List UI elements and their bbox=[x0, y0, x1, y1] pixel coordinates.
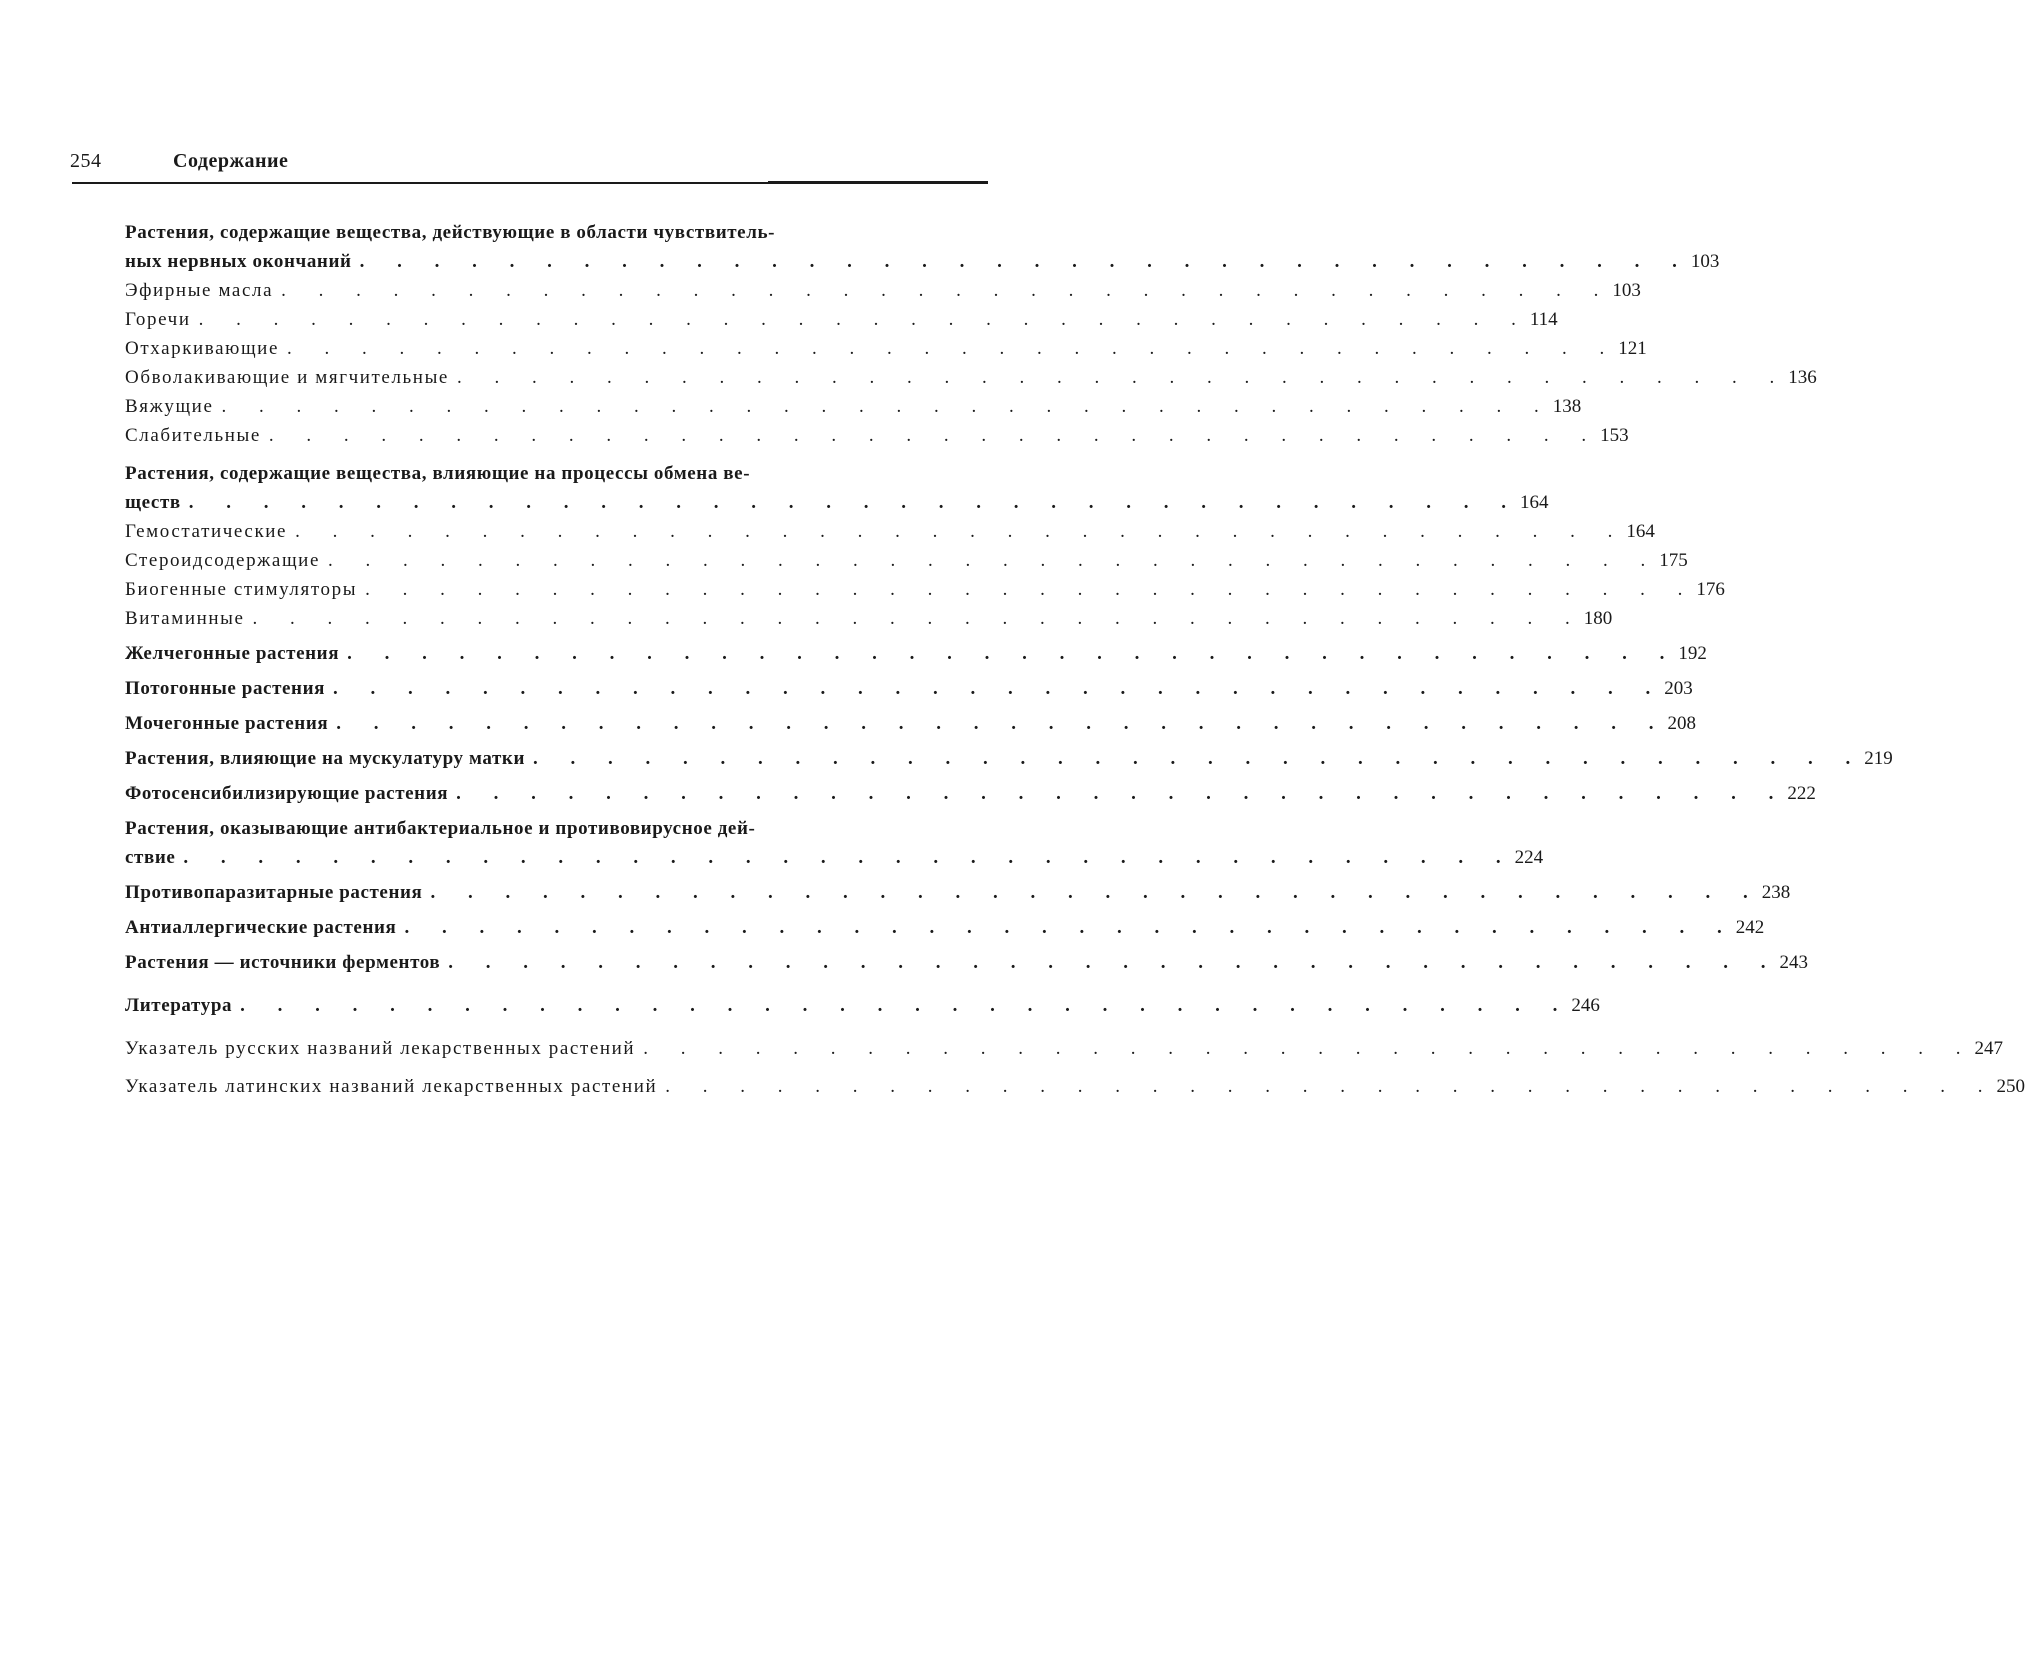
toc-entry-page: 164 bbox=[1626, 521, 1655, 542]
dot-leader: . . . . . . . . . . . . . . . . . . . . . . . . . . . . . . . . . . . . bbox=[240, 995, 1572, 1016]
toc-entry[interactable] bbox=[125, 305, 1558, 334]
toc-entry-title: Желчегонные растения bbox=[125, 643, 340, 664]
toc-entry-title: Антиаллергические растения bbox=[125, 917, 397, 938]
toc-entry-page: 175 bbox=[1659, 550, 1688, 571]
dot-leader: . . . . . . . . . . . . . . . . . . . . . . . . . . . . . . . . . . . . bbox=[347, 643, 1679, 664]
toc-entry[interactable] bbox=[125, 991, 1600, 1020]
dot-leader: . . . . . . . . . . . . . . . . . . . . . . . . . . . . . . . . . . . . bbox=[456, 783, 1788, 804]
toc-entry-title: Эфирные масла bbox=[125, 280, 274, 301]
toc-entry[interactable] bbox=[125, 604, 1613, 633]
toc-entry-title: Гемостатические bbox=[125, 521, 288, 542]
toc-entry-title: Указатель латинских названий лекарственных растений bbox=[125, 1076, 658, 1097]
toc-entry-title: Стероидсодержащие bbox=[125, 550, 320, 571]
toc-entry-page: 224 bbox=[1514, 847, 1544, 868]
toc-entry[interactable] bbox=[125, 1034, 2003, 1063]
toc-entry[interactable] bbox=[125, 517, 1655, 546]
toc-entry[interactable] bbox=[125, 878, 1791, 907]
toc-entry-title: Биогенные стимуляторы bbox=[125, 579, 358, 600]
toc-entry-page: 114 bbox=[1529, 309, 1558, 330]
toc-entry[interactable] bbox=[125, 459, 1549, 517]
toc-entry-page: 138 bbox=[1552, 396, 1582, 417]
toc-entry-page: 164 bbox=[1519, 492, 1549, 513]
toc-entry-page: 208 bbox=[1667, 713, 1696, 734]
toc-entry[interactable] bbox=[125, 814, 1544, 872]
toc-entry[interactable] bbox=[125, 709, 1696, 738]
dot-leader: . . . . . . . . . . . . . . . . . . . . . . . . . . . . . . . . . . . . bbox=[456, 367, 1789, 388]
toc-entry-title: Слабительные bbox=[125, 425, 261, 446]
toc-entry-title: Указатель русских названий лекарственных растений bbox=[125, 1038, 636, 1059]
table-of-contents bbox=[125, 218, 2025, 1101]
dot-leader: . . . . . . . . . . . . . . . . . . . . . . . . . . . . . . . . . . . . bbox=[295, 521, 1627, 542]
toc-entry-title-line2: ществ bbox=[125, 492, 181, 513]
toc-entry[interactable] bbox=[125, 779, 1816, 808]
dot-leader: . . . . . . . . . . . . . . . . . . . . . . . . . . . . . . . . . . . . bbox=[533, 748, 1865, 769]
dot-leader: . . . . . . . . . . . . . . . . . . . . . . . . . . . . . . . . . . . . bbox=[430, 882, 1762, 903]
dot-leader: . . . . . . . . . . . . . . . . . . . . . . . . . . . . . . . . . . . . bbox=[268, 425, 1601, 446]
toc-entry-page: 238 bbox=[1761, 882, 1791, 903]
toc-entry-title: Вяжущие bbox=[125, 396, 214, 417]
toc-entry-title: Потогонные растения bbox=[125, 678, 326, 699]
toc-entry-page: 250 bbox=[1996, 1076, 2025, 1097]
toc-entry[interactable] bbox=[125, 421, 1629, 450]
toc-entry[interactable] bbox=[125, 639, 1707, 668]
toc-entry-page: 222 bbox=[1787, 783, 1816, 804]
toc-entry[interactable] bbox=[125, 913, 1765, 942]
toc-entry-title-line1: Растения, содержащие вещества, влияющие на процессы обмена ве- bbox=[125, 463, 751, 484]
dot-leader: . . . . . . . . . . . . . . . . . . . . . . . . . . . . . . . . . . . . bbox=[404, 917, 1736, 938]
dot-leader: . . . . . . . . . . . . . . . . . . . . . . . . . . . . . . . . . . . . bbox=[327, 550, 1660, 571]
toc-entry[interactable] bbox=[125, 744, 1893, 773]
dot-leader: . . . . . . . . . . . . . . . . . . . . . . . . . . . . . . . . . . . . bbox=[665, 1076, 1997, 1097]
toc-entry-page: 192 bbox=[1678, 643, 1707, 664]
toc-entry-title-line2: ствие bbox=[125, 847, 176, 868]
dot-leader: . . . . . . . . . . . . . . . . . . . . . . . . . . . . . . . . . . . . bbox=[448, 952, 1780, 973]
toc-entry-title: Противопаразитарные растения bbox=[125, 882, 423, 903]
toc-entry-title: Растения — источники ферментов bbox=[125, 952, 441, 973]
toc-entry-page: 121 bbox=[1618, 338, 1647, 359]
toc-entry[interactable] bbox=[125, 546, 1688, 575]
dot-leader: . . . . . . . . . . . . . . . . . . . . . . . . . . . . . . . . . . . . bbox=[221, 396, 1553, 417]
dot-leader: . . . . . . . . . . . . . . . . . . . . . . . . . . . . . . . . . . . . bbox=[183, 847, 1515, 868]
dot-leader: . . . . . . . . . . . . . . . . . . . . . . . . . . . . . . . . . . . . bbox=[333, 678, 1665, 699]
page-header bbox=[70, 150, 986, 173]
toc-entry[interactable] bbox=[125, 674, 1693, 703]
running-title: Содержание bbox=[173, 150, 289, 172]
dot-leader: . . . . . . . . . . . . . . . . . . . . . . . . . . . . . . . . . . . . bbox=[643, 1038, 1975, 1059]
toc-entry[interactable] bbox=[125, 948, 1809, 977]
toc-entry[interactable] bbox=[125, 276, 1641, 305]
toc-entry-title: Витаминные bbox=[125, 608, 245, 629]
toc-entry-page: 136 bbox=[1788, 367, 1817, 388]
toc-entry-title: Литература bbox=[125, 995, 233, 1016]
dot-leader: . . . . . . . . . . . . . . . . . . . . . . . . . . . . . . . . . . . . bbox=[198, 309, 1530, 330]
toc-entry[interactable] bbox=[125, 218, 1720, 276]
toc-entry[interactable] bbox=[125, 392, 1582, 421]
toc-entry-page: 103 bbox=[1612, 280, 1641, 301]
toc-entry[interactable] bbox=[125, 1072, 2025, 1101]
toc-entry-title-line2: ных нервных окончаний bbox=[125, 251, 352, 272]
toc-entry[interactable] bbox=[125, 334, 1647, 363]
toc-entry-page: 219 bbox=[1864, 748, 1893, 769]
dot-leader: . . . . . . . . . . . . . . . . . . . . . . . . . . . . . . . . . . . . bbox=[188, 492, 1520, 513]
dot-leader: . . . . . . . . . . . . . . . . . . . . . . . . . . . . . . . . . . . . bbox=[336, 713, 1668, 734]
toc-entry-title-line1: Растения, оказывающие антибактериальное и противовирусное дей- bbox=[125, 818, 756, 839]
dot-leader: . . . . . . . . . . . . . . . . . . . . . . . . . . . . . . . . . . . . bbox=[365, 579, 1697, 600]
dot-leader: . . . . . . . . . . . . . . . . . . . . . . . . . . . . . . . . . . . . bbox=[252, 608, 1584, 629]
toc-entry-title: Обволакивающие и мягчительные bbox=[125, 367, 449, 388]
toc-entry-title: Фотосенсибилизирующие растения bbox=[125, 783, 449, 804]
toc-entry-title: Растения, влияющие на мускулатуру матки bbox=[125, 748, 526, 769]
dot-leader: . . . . . . . . . . . . . . . . . . . . . . . . . . . . . . . . . . . . bbox=[281, 280, 1613, 301]
page-number: 254 bbox=[70, 150, 102, 172]
dot-leader: . . . . . . . . . . . . . . . . . . . . . . . . . . . . . . . . . . . . bbox=[287, 338, 1619, 359]
dot-leader: . . . . . . . . . . . . . . . . . . . . . . . . . . . . . . . . . . . . bbox=[359, 251, 1691, 272]
toc-entry-page: 180 bbox=[1583, 608, 1613, 629]
toc-entry-title-line1: Растения, содержащие вещества, действующие в области чувствитель- bbox=[125, 222, 776, 243]
toc-entry-title: Отхаркивающие bbox=[125, 338, 279, 359]
toc-entry-page: 103 bbox=[1690, 251, 1720, 272]
toc-entry-page: 243 bbox=[1779, 952, 1809, 973]
toc-entry-page: 247 bbox=[1974, 1038, 2003, 1059]
toc-entry[interactable] bbox=[125, 363, 1817, 392]
toc-entry-title: Горечи bbox=[125, 309, 191, 330]
header-rule bbox=[72, 182, 988, 184]
toc-entry-page: 242 bbox=[1735, 917, 1765, 938]
toc-entry-page: 153 bbox=[1600, 425, 1629, 446]
toc-entry-page: 203 bbox=[1664, 678, 1693, 699]
toc-entry-page: 176 bbox=[1696, 579, 1725, 600]
toc-entry-page: 246 bbox=[1571, 995, 1600, 1016]
toc-entry-title: Мочегонные растения bbox=[125, 713, 329, 734]
toc-entry[interactable] bbox=[125, 575, 1725, 604]
